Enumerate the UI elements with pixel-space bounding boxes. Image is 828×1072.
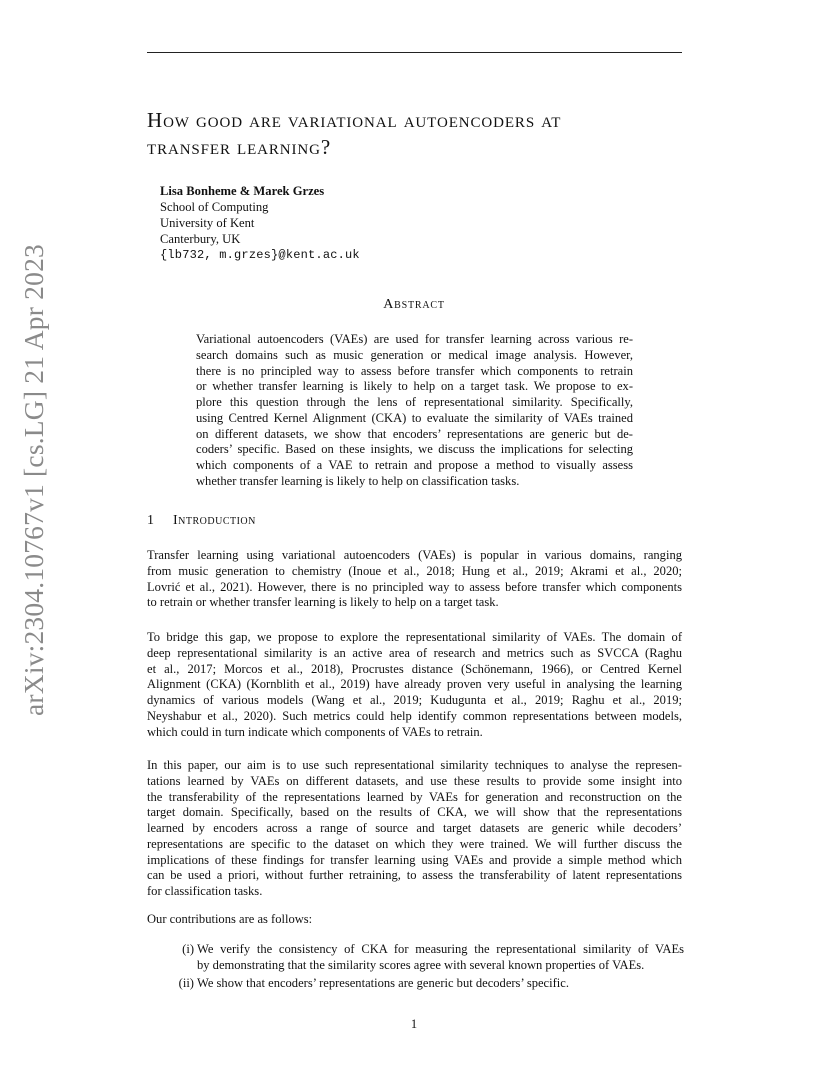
- abstract-line: search domains such as music generation or medical image analysis. However,: [196, 347, 633, 362]
- paragraph-line: which could in turn indicate which components of VAEs to retrain.: [147, 724, 483, 739]
- abstract-line: using Centred Kernel Alignment (CKA) to evaluate the similarity of VAEs trained: [196, 410, 633, 425]
- section-title: Introduction: [173, 513, 256, 528]
- contribution-item: [170, 976, 684, 992]
- section-heading: [147, 513, 256, 529]
- affiliation-line: University of Kent: [160, 216, 255, 230]
- title-line: How good are variational autoencoders at: [147, 108, 562, 132]
- paragraph-line: to retrain or whether transfer learning is likely to help on a target task.: [147, 595, 499, 610]
- abstract-heading: Abstract: [383, 297, 445, 312]
- paragraph-line: representations are specific to the dataset on which they were trained. We will further discuss the: [147, 836, 682, 851]
- abstract-body: [196, 332, 633, 490]
- body-paragraph: [147, 630, 682, 740]
- paragraph-line: for classification tasks.: [147, 884, 263, 898]
- body-paragraph: [147, 548, 682, 611]
- title-line: transfer learning?: [147, 135, 332, 159]
- affiliation-line: School of Computing: [160, 200, 269, 214]
- abstract-line: or whether transfer learning is likely to help on a target task. We propose to ex-: [196, 379, 633, 394]
- section-number: 1: [147, 513, 155, 528]
- abstract-line: on different datasets, we show that encoders’ representations are generic but de-: [196, 426, 633, 441]
- contribution-line: We verify the consistency of CKA for measuring the representational similarity of VAEs: [197, 942, 684, 956]
- abstract-line: whether transfer learning is likely to help on classification tasks.: [196, 473, 520, 488]
- paragraph-line: In this paper, our aim is to use such representational similarity techniques to analyse the represen-: [147, 758, 682, 772]
- paragraph-line: target domain. Specifically, based on the results of CKA, we will show that the representations: [147, 805, 682, 820]
- affiliation-line: Canterbury, UK: [160, 232, 241, 246]
- paragraph-line: from music generation to chemistry (Inoue et al., 2018; Hung et al., 2019; Akrami et al., 2020;: [147, 563, 682, 578]
- abstract-line: Variational autoencoders (VAEs) are used for transfer learning across various re-: [196, 332, 633, 346]
- paragraph-line: can be used a priori, without further retraining, to assess the transferability of latent representations: [147, 868, 682, 883]
- paragraph-line: Our contributions are as follows:: [147, 912, 313, 926]
- page-number: 1: [410, 1017, 418, 1031]
- paragraph-line: Lovrić et al., 2021). However, there is no principled way to assess before transfer which components: [147, 579, 682, 594]
- contribution-label: (i): [182, 942, 194, 956]
- paragraph-line: Neyshabur et al., 2020). Such metrics could help identify common representations between models,: [147, 708, 682, 723]
- abstract-line: there is no principled way to assess before transfer which components to retrain: [196, 363, 633, 378]
- paragraph-line: dynamics of various models (Wang et al., 2019; Kudugunta et al., 2019; Raghu et al., 2019;: [147, 693, 682, 707]
- paragraph-line: implications of these findings for transfer learning using VAEs and provide a simple method which: [147, 852, 682, 867]
- contribution-label: (ii): [178, 976, 194, 990]
- abstract-line: plore this question through the lens of representational similarity. Specifically,: [196, 395, 633, 409]
- paragraph-line: deep representational similarity is an active area of research and metrics such as SVCCA (Raghu: [147, 645, 682, 660]
- abstract-line: which components of a VAE to retrain and propose a method to visually assess: [196, 458, 633, 472]
- contribution-line: by demonstrating that the similarity scores agree with several known properties of VAEs.: [197, 957, 645, 972]
- paper-title: [147, 107, 687, 161]
- header-rule: [147, 52, 682, 53]
- paragraph-line: learned by encoders across a range of source and target datasets are generic while decoders’: [147, 821, 682, 835]
- paragraph-line: the transferability of the representations learned by VAEs for generation and reconstruction on the: [147, 789, 682, 804]
- paragraph-line: et al., 2017; Morcos et al., 2018), Procrustes distance (Schönemann, 1966), or Centred Kernel: [147, 661, 682, 676]
- author-email: {lb732, m.grzes}@kent.ac.uk: [160, 248, 360, 262]
- abstract-line: coders’ specific. Based on these insights, we discuss the implications for selecting: [196, 442, 633, 457]
- body-paragraph: [147, 912, 682, 928]
- paragraph-line: tations learned by VAEs on different datasets, and use these results to provide some insight into: [147, 773, 682, 788]
- paragraph-line: To bridge this gap, we propose to explore the representational similarity of VAEs. The domain of: [147, 630, 682, 644]
- paragraph-line: Transfer learning using variational autoencoders (VAEs) is popular in various domains, ranging: [147, 548, 682, 562]
- body-paragraph: [147, 758, 682, 900]
- paragraph-line: Alignment (CKA) (Kornblith et al., 2019) have already proven very useful in analysing the learning: [147, 677, 682, 692]
- contribution-item: [170, 942, 684, 974]
- author-block: [160, 183, 360, 263]
- contribution-line: We show that encoders’ representations are generic but decoders’ specific.: [197, 976, 569, 990]
- author-names: Lisa Bonheme & Marek Grzes: [160, 184, 325, 198]
- arxiv-stamp-text: arXiv:2304.10767v1 [cs.LG] 21 Apr 2023: [18, 244, 49, 716]
